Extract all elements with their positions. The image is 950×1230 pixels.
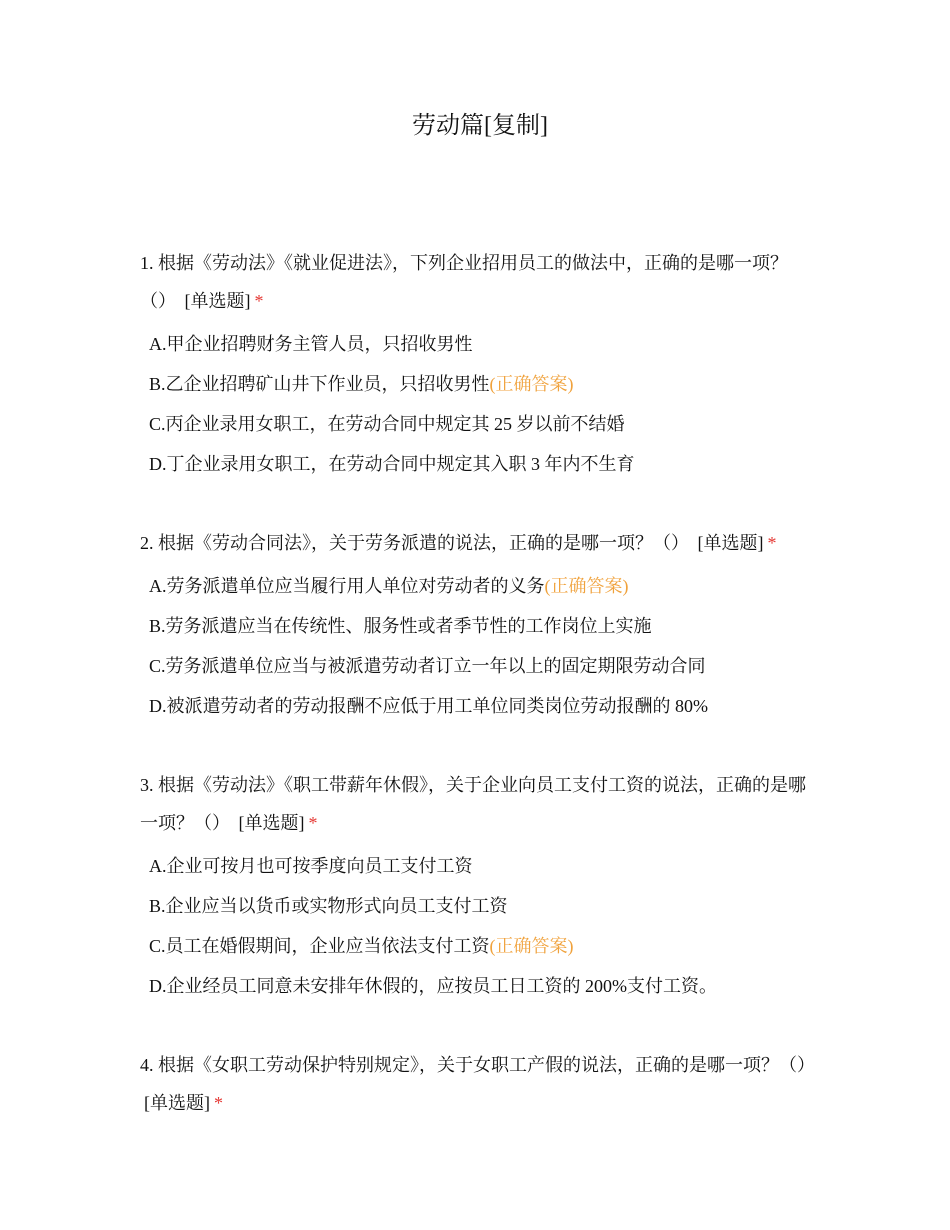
option-label: D.被派遣劳动者的劳动报酬不应低于用工单位同类岗位劳动报酬的 80%: [149, 696, 708, 716]
option-label: D.企业经员工同意未安排年休假的，应按员工日工资的 200%支付工资。: [149, 976, 717, 996]
question-number: 1.: [140, 253, 154, 273]
question-type-label: [单选题]: [238, 813, 305, 833]
required-asterisk: *: [308, 813, 318, 833]
correct-answer-mark: (正确答案): [489, 374, 574, 394]
question-1: [140, 244, 820, 484]
option-label: D.丁企业录用女职工，在劳动合同中规定其入职 3 年内不生育: [149, 454, 635, 474]
option-label: B.劳务派遣应当在传统性、服务性或者季节性的工作岗位上实施: [149, 616, 652, 636]
option-a[interactable]: [140, 324, 820, 364]
question-body: 根据《劳动合同法》，关于劳务派遣的说法，正确的是哪一项？（）: [158, 533, 689, 553]
question-body: 根据《劳动法》《就业促进法》，下列企业招用员工的做法中，正确的是哪一项？（）: [140, 253, 788, 311]
question-text: [140, 244, 820, 320]
option-b[interactable]: [140, 364, 820, 404]
question-3: [140, 766, 820, 1006]
option-d[interactable]: [140, 966, 820, 1006]
option-label: A.甲企业招聘财务主管人员，只招收男性: [149, 334, 473, 354]
option-d[interactable]: [140, 444, 820, 484]
question-type-label: [单选题]: [697, 533, 764, 553]
option-label: C.丙企业录用女职工，在劳动合同中规定其 25 岁以前不结婚: [149, 414, 625, 434]
question-text: [140, 766, 820, 842]
correct-answer-mark: (正确答案): [489, 936, 574, 956]
question-2: [140, 524, 820, 726]
question-number: 4.: [140, 1055, 154, 1075]
correct-answer-mark: (正确答案): [544, 576, 629, 596]
option-c[interactable]: [140, 646, 820, 686]
question-number: 2.: [140, 533, 154, 553]
question-type-label: [单选题]: [184, 291, 251, 311]
question-type-label: [单选题]: [144, 1093, 210, 1113]
question-number: 3.: [140, 775, 154, 795]
option-c[interactable]: [140, 926, 820, 966]
option-label: C.员工在婚假期间，企业应当依法支付工资: [149, 936, 490, 956]
required-asterisk: *: [254, 291, 264, 311]
option-label: B.乙企业招聘矿山井下作业员，只招收男性: [149, 374, 490, 394]
question-body: 根据《劳动法》《职工带薪年休假》，关于企业向员工支付工资的说法，正确的是哪一项？（）: [140, 775, 806, 833]
required-asterisk: *: [767, 533, 777, 553]
option-label: A.劳务派遣单位应当履行用人单位对劳动者的义务: [149, 576, 545, 596]
option-c[interactable]: [140, 404, 820, 444]
page-title: 劳动篇[复制]: [412, 113, 548, 139]
question-text: [140, 1046, 820, 1122]
option-label: C.劳务派遣单位应当与被派遣劳动者订立一年以上的固定期限劳动合同: [149, 656, 706, 676]
option-b[interactable]: [140, 606, 820, 646]
option-a[interactable]: [140, 846, 820, 886]
option-label: B.企业应当以货币或实物形式向员工支付工资: [149, 896, 508, 916]
option-d[interactable]: [140, 686, 820, 726]
question-4: [140, 1046, 820, 1122]
question-body: 根据《女职工劳动保护特别规定》，关于女职工产假的说法，正确的是哪一项？（）: [158, 1055, 815, 1075]
option-label: A.企业可按月也可按季度向员工支付工资: [149, 856, 473, 876]
required-asterisk: *: [214, 1093, 223, 1113]
option-a[interactable]: [140, 566, 820, 606]
option-b[interactable]: [140, 886, 820, 926]
question-list: [140, 244, 820, 1162]
question-text: [140, 524, 820, 562]
